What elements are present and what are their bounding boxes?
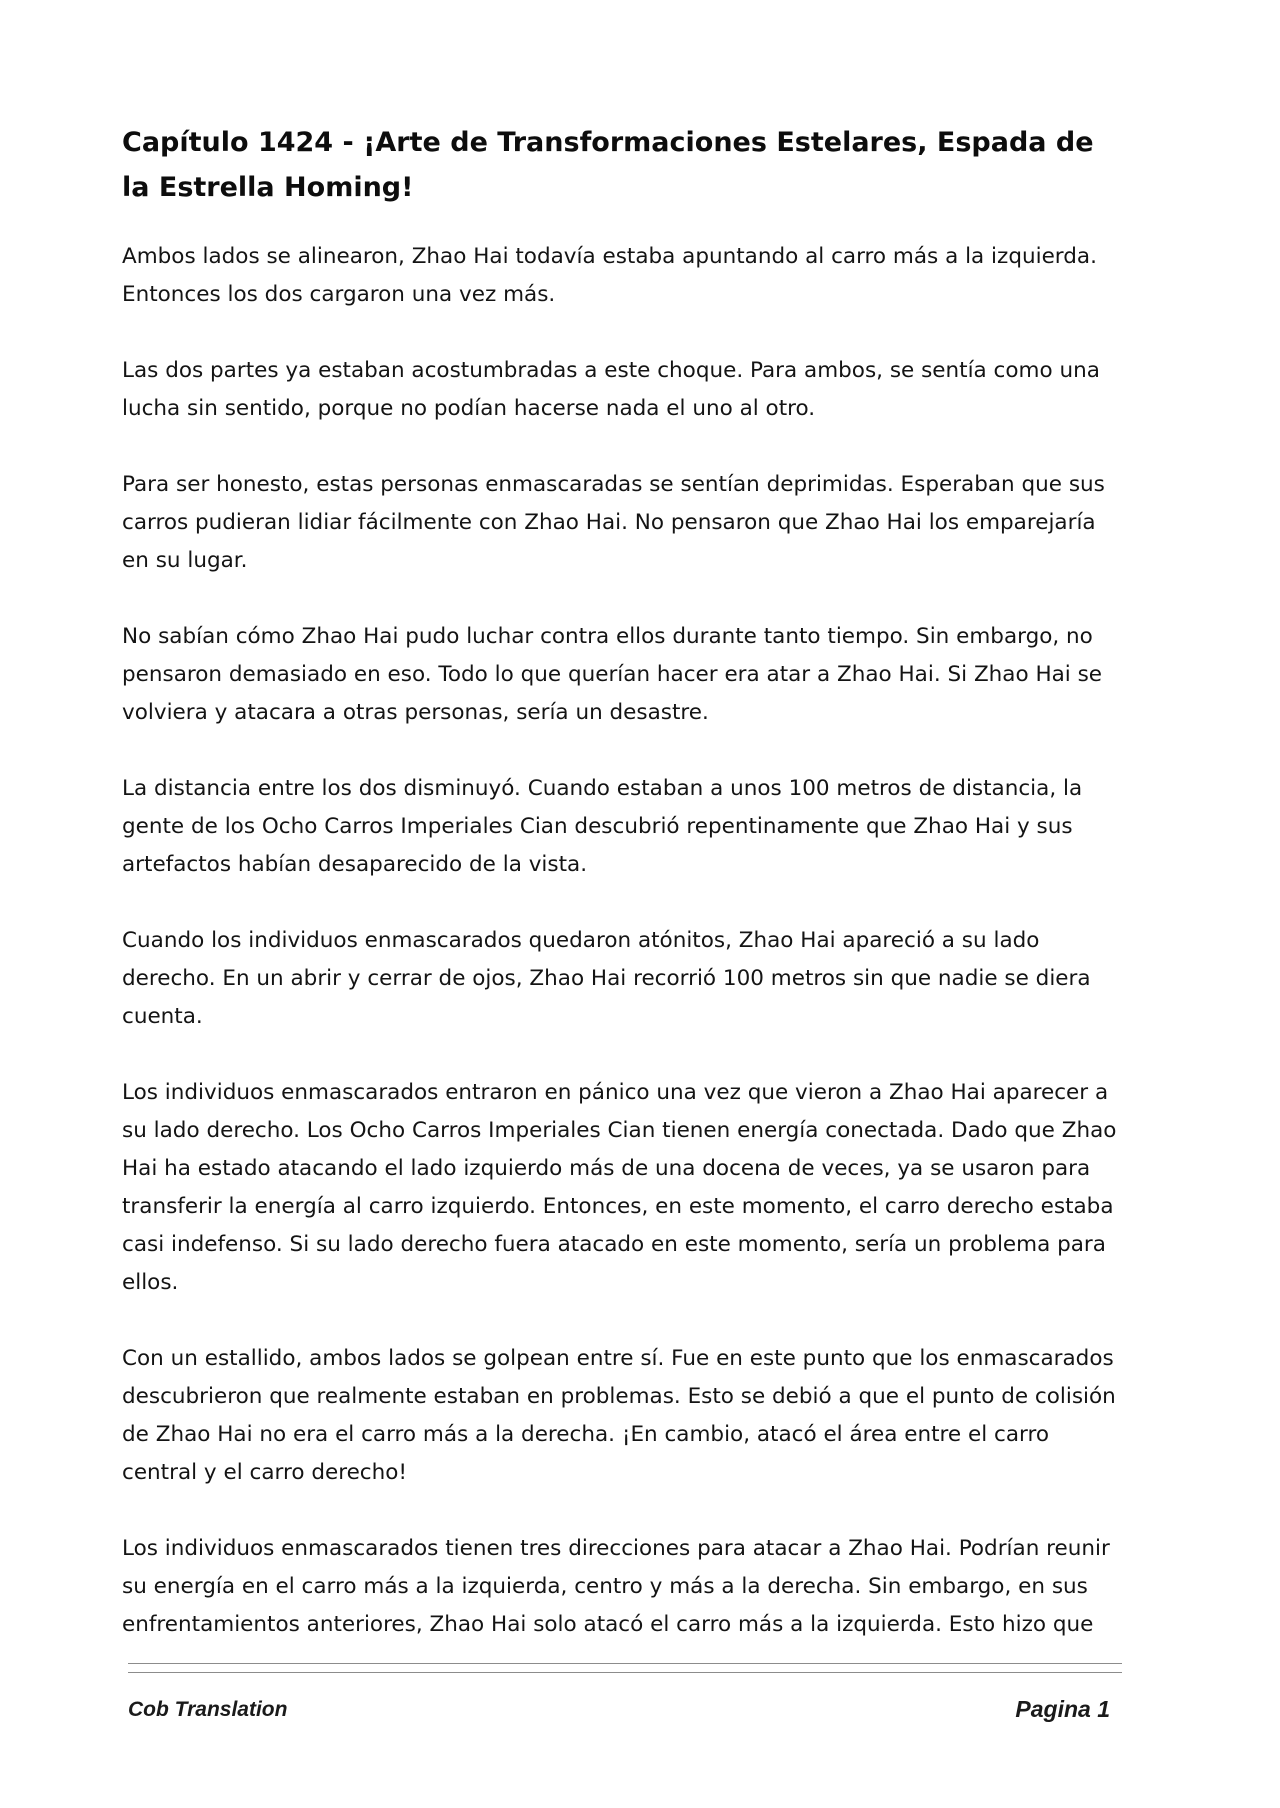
chapter-title: Capítulo 1424 - ¡Arte de Transformaciones Estelares, Espada de la Estrella Homing!: [122, 127, 1094, 203]
paragraph: Con un estallido, ambos lados se golpean entre sí. Fue en este punto que los enmascarados descubrieron que realmente estaban en problemas. Esto se debió a que el punto de colisión de Zhao Hai no era el carro más a la derecha. ¡En cambio, atacó el área entre el carro central y el carro derecho!: [122, 1346, 1116, 1485]
paragraph: Para ser honesto, estas personas enmascaradas se sentían deprimidas. Esperaban que sus carros pudieran lidiar fácilmente con Zhao Hai. No pensaron que Zhao Hai los emparejaría en su lugar.: [122, 472, 1105, 573]
footer-translator-name: Cob Translation: [128, 1698, 288, 1721]
paragraph: Cuando los individuos enmascarados quedaron atónitos, Zhao Hai apareció a su lado derecho. En un abrir y cerrar de ojos, Zhao Hai recorrió 100 metros sin que nadie se diera cuenta.: [122, 928, 1091, 1029]
document-content: [122, 120, 1122, 1682]
footer-divider: [128, 1672, 1122, 1673]
paragraph: Los individuos enmascarados tienen tres direcciones para atacar a Zhao Hai. Podrían reunir su energía en el carro más a la izquierda, centro y más a la derecha. Sin embargo, en sus enfrentamientos anteriores, Zhao Hai solo atacó el carro más a la izquierda. Esto hizo que: [122, 1536, 1110, 1637]
paragraph: Los individuos enmascarados entraron en pánico una vez que vieron a Zhao Hai aparecer a su lado derecho. Los Ocho Carros Imperiales Cian tienen energía conectada. Dado que Zhao Hai ha estado atacando el lado izquierdo más de una docena de veces, ya se usaron para transferir la energía al carro izquierdo. Entonces, en este momento, el carro derecho estaba casi indefenso. Si su lado derecho fuera atacado en este momento, sería un problema para ellos.: [122, 1080, 1117, 1295]
paragraph: No sabían cómo Zhao Hai pudo luchar contra ellos durante tanto tiempo. Sin embargo, no pensaron demasiado en eso. Todo lo que querían hacer era atar a Zhao Hai. Si Zhao Hai se volviera y atacara a otras personas, sería un desastre.: [122, 624, 1103, 725]
paragraph: Las dos partes ya estaban acostumbradas a este choque. Para ambos, se sentía como una lucha sin sentido, porque no podían hacerse nada el uno al otro.: [122, 358, 1100, 421]
paragraph: Ambos lados se alinearon, Zhao Hai todavía estaba apuntando al carro más a la izquierda. Entonces los dos cargaron una vez más.: [122, 244, 1097, 307]
footer-page-number: Pagina 1: [1015, 1696, 1110, 1722]
paragraph: La distancia entre los dos disminuyó. Cuando estaban a unos 100 metros de distancia, la gente de los Ocho Carros Imperiales Cian descubrió repentinamente que Zhao Hai y sus artefactos habían desaparecido de la vista.: [122, 776, 1083, 877]
footer-divider: [128, 1663, 1122, 1664]
